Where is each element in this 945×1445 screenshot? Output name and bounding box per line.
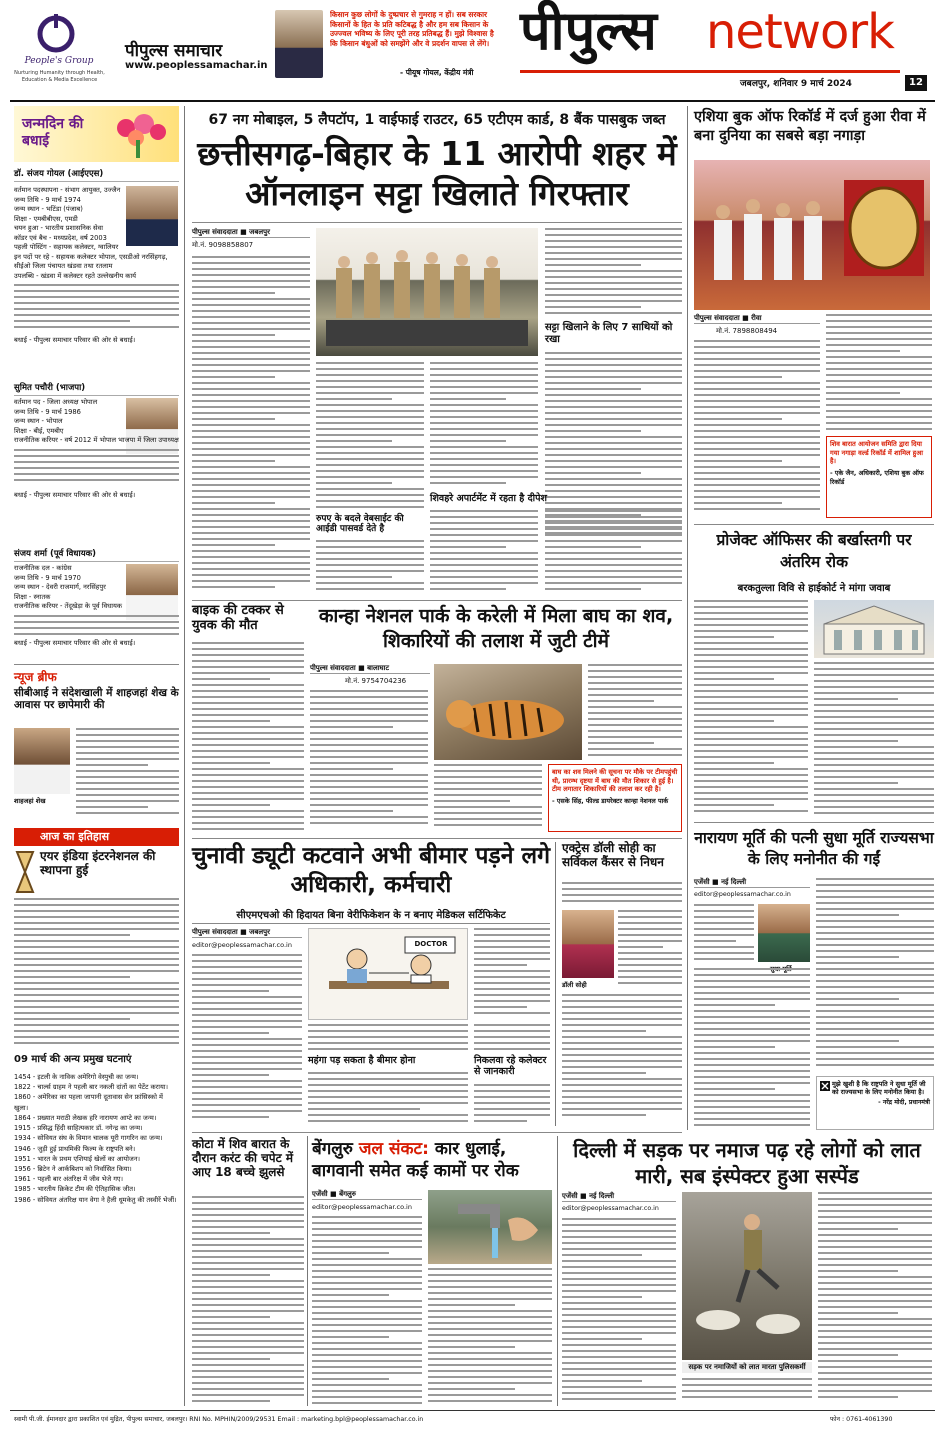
tiger-headline: कान्हा नेशनल पार्क के करेली में मिला बाघ का शव, शिकारियों की तलाश में जुटी टीमें [318, 605, 674, 652]
p2-line: जन्म स्थान - भोपाल [14, 417, 63, 426]
election-headline: चुनावी ड्यूटी कटवाने अभी बीमार पड़ने लगे अधिकारी, कर्मचारी [192, 843, 551, 899]
hourglass-icon [14, 850, 36, 894]
p2-line: राजनीतिक करियर - वर्ष 2012 में भोपाल भाजपा में जिला उपाध्यक्ष [14, 436, 179, 445]
newsbrief-section [14, 668, 179, 818]
p3-line: राजनीतिक करियर - तेंदूखेड़ा के पूर्व विधायक [14, 602, 123, 611]
road-namaz-incident-icon [682, 1192, 812, 1360]
delhi-photo [682, 1192, 812, 1360]
x-logo-icon [820, 1081, 830, 1091]
officer-headline: प्रोजेक्ट ऑफिसर की बर्खास्तगी पर अंतरिम रोक [716, 531, 912, 571]
lead-photo [316, 228, 538, 356]
history-event: 1822 - चार्ल्स ग्राहम ने पहली बार नकली दांतों का पेटेंट कराया। [14, 1083, 168, 1092]
p1-line: कॉडर एवं बैच - मध्यप्रदेश, वर्ष 2003 [14, 233, 107, 242]
p1-line: बधाई - पीपुल्स समाचार परिवार की ओर से बधाई। [14, 336, 136, 345]
sudha-email: editor@peoplessamachar.co.in [694, 891, 791, 898]
history-event: 1985 - भारतीय क्रिकेट टीम की ऐतिहासिक जीत। [14, 1185, 136, 1194]
history-event: 1961 - पहली बार अंतरिक्ष में जीव भेजे गए। [14, 1175, 124, 1184]
history-event: 1986 - सोवियत अंतरिक्ष यान वेगा ने हैली धूमकेतु की तस्वीरें भेजीं। [14, 1195, 177, 1204]
p1-line: उपलब्धि - खंडवा में कलेक्टर रहते उल्लेखनीय कार्य [14, 271, 137, 280]
quote-photo [275, 10, 323, 78]
sudha-byline: एजेंसी ■ नई दिल्ली [694, 878, 810, 888]
officer-kicker: बरकतुल्ला विवि से हाईकोर्ट ने मांगा जवाब [737, 583, 891, 594]
sudha-photo [758, 904, 810, 962]
group-tagline: Nurturing Humanity through Health, Education & Media Excellence [14, 70, 105, 83]
bengaluru-prefix: बेंगलुरु [312, 1139, 353, 1159]
bengaluru-email: editor@peoplessamachar.co.in [312, 1203, 412, 1211]
lead-mobile: मो.नं. 9098858807 [192, 241, 254, 249]
history-events [14, 1072, 179, 1408]
website: www.peoplessamachar.in [125, 60, 268, 71]
page-number: 12 [905, 75, 927, 91]
p3-line: बधाई - पीपुल्स समाचार परिवार की ओर से बधाई। [14, 638, 136, 647]
footer-imprint: स्वामी पी.जी. ईमानदार द्वारा प्रकाशित एवं मुद्रित, पीपुल्स समाचार, जबलपुर। RNI No. MPHIN/2009/29531 Email : marketing.bpl@peoplessamachar.co.in [14, 1416, 424, 1423]
sudha-pull-author: - नरेंद्र मोदी, प्रधानमंत्री [878, 1098, 930, 1106]
quote-text: किसान कुछ लोगों के दुष्प्रचार से गुमराह न हों। सब सरकार किसानों के हित के प्रति कटिबद्ध है और हम सब किसान के उज्ज्वल भविष्य के लिए पूरी तरह प्रतिबद्ध हैं। मुझे विश्वास है कि किसान बंधुओं को समझेंगे और वे प्रदर्शन वापस ले लेंगे। [330, 10, 494, 48]
person3-details [14, 564, 179, 668]
person1-details [14, 186, 179, 374]
birthday-section [14, 106, 179, 656]
giant-drum-ceremony-icon [694, 160, 930, 310]
police-press-photo-icon [316, 228, 538, 356]
p1-line: चयन हुआ - भारतीय प्रशासनिक सेवा [14, 224, 104, 233]
newsbrief-title: न्यूज ब्रीफ [14, 670, 57, 684]
birthday-banner [14, 106, 179, 162]
history-event: 1934 - सोवियत संघ के विमान चालक यूरी गागरिन का जन्म। [14, 1134, 163, 1143]
tiger-carcass-icon [434, 664, 582, 760]
brand-underline [520, 70, 900, 73]
officer-photo [814, 600, 934, 658]
bengaluru-headline [312, 1138, 552, 1182]
sudha-headline: नारायण मूर्ति की पत्नी सुधा मूर्ति राज्यसभा के लिए मनोनीत की गईं [694, 829, 934, 868]
bike-headline: बाइक की टक्कर से युवक की मौत [192, 603, 284, 633]
water-tap-icon [428, 1190, 552, 1264]
rewa-byline: पीपुल्स संवाददाता ■ रीवा [694, 314, 820, 324]
newsbrief-caption: शाहजहां शेख [14, 797, 46, 805]
p1-line: जन्म स्थान - भटिंडा (पंजाब) [14, 205, 83, 214]
rewa-mobile: मो.नं. 7898808494 [716, 327, 778, 335]
person3-name: संजय शर्मा (पूर्व विधायक) [14, 548, 179, 562]
election-email: editor@peoplessamachar.co.in [192, 941, 292, 949]
paper-small-name: पीपुल्स समाचार [125, 41, 223, 61]
history-event: 1864 - प्रख्यात मराठी लेखक हरि नारायण आप्टे का जन्म। [14, 1113, 157, 1122]
peoples-group-logo-icon [30, 10, 82, 54]
flower-bouquet-icon [106, 110, 172, 158]
footer-phone: फोन : 0761-4061390 [830, 1416, 893, 1423]
dolly-photo [562, 910, 614, 978]
p1-line: जन्म तिथि - 9 मार्च 1974 [14, 195, 81, 204]
rewa-pull-text: शिव बारात आयोजन समिति द्वारा दिया गया नगाड़ा वर्ल्ड रिकॉर्ड में शामिल हुआ है। [830, 440, 924, 466]
dateline: जबलपुर, शनिवार 9 मार्च 2024 [740, 79, 852, 89]
p2-line: वर्तमान पद - जिला अध्यक्ष भोपाल [14, 398, 98, 406]
quote-author: - पीयूष गोयल, केंद्रीय मंत्री [400, 68, 474, 77]
cartoon-doctor-label: DOCTOR [414, 940, 448, 948]
rewa-pull-author: - एके जैन, अधिकारी, एशिया बुक ऑफ रिकॉर्ड [830, 468, 924, 486]
p1-line: वर्तमान पदस्थापना - संभाग आयुक्त, उज्जैन [14, 186, 121, 194]
delhi-caption: सड़क पर नमाजियों को लात मारता पुलिसकर्मी [682, 1362, 812, 1373]
p1-line: शिक्षा - एमबीबीएस, एमडी [14, 214, 78, 223]
history-event: 1951 - भारत के प्रथम एशियाई खेलों का आयोजन। [14, 1154, 140, 1163]
delhi-byline: एजेंसी ■ नई दिल्ली [562, 1192, 676, 1202]
person2-name: सुमित पचौरी (भाजपा) [14, 382, 179, 396]
brand-hindi: पीपुल्स [520, 0, 657, 62]
election-cartoon [308, 928, 468, 1020]
lead-kicker: 67 नग मोबाइल, 5 लैपटॉप, 1 वाईफाई राउटर, 65 एटीएम कार्ड, 8 बैंक पासबुक जब्त [208, 112, 666, 128]
p3-line: शिक्षा - स्नातक [14, 592, 51, 601]
history-event: 1946 - जुड़ी हुई प्राथमिकी फिल्म के राष्ट्रपति बने। [14, 1144, 136, 1153]
tiger-mobile: मो.नं. 9754704236 [345, 677, 407, 685]
history-tag: आज का इतिहास [14, 828, 179, 846]
bengaluru-byline: एजेंसी ■ बेंगलुरु [312, 1190, 422, 1200]
kota-headline: कोटा में शिव बारात के दौरान करंट की चपेट में आए 18 बच्चे झुलसे [192, 1137, 294, 1179]
group-name: People's Group [24, 56, 94, 66]
bengaluru-photo [428, 1190, 552, 1264]
lead-subhead-2: रुपए के बदले वेबसाईट की आईडी पासवर्ड देते है [316, 514, 404, 535]
history-headline: एयर इंडिया इंटरनेशनल की स्थापना हुई [40, 849, 156, 877]
dolly-caption: डॉली सोही [562, 981, 587, 989]
tiger-pull-text: बाघ का शव मिलने की सूचना पर मौके पर टीमपहुंची थी, प्रारम्भ दृष्टया में बाघ की मौत शिकार से हुई है। टीम लगातार शिकारियों की तलाश कर रही है। [552, 768, 678, 794]
p1-line: इन पदों पर रहे - सहायक कलेक्टर भोपाल, एसडीओ नरसिंहगढ़, सीईओ जिला पंचायत खंडवा तथा रतलाम [14, 252, 168, 271]
masthead [0, 0, 945, 100]
p1-line: पहली पोस्टिंग - सहायक कलेक्टर, ग्वालियर [14, 243, 119, 252]
p3-line: जन्म तिथि - 9 मार्च 1970 [14, 573, 81, 582]
person2-details [14, 398, 179, 540]
history-events-title: 09 मार्च की अन्य प्रमुख घटनाएं [14, 1054, 132, 1065]
tiger-pull-author: - एसके सिंह, फील्ड डायरेक्टर कान्हा नेशनल पार्क [552, 796, 669, 805]
sudha-pull-text: मुझे खुशी है कि राष्ट्रपति ने सुधा मूर्ति जी को राज्यसभा के लिए मनोनीत किया है। [832, 1080, 926, 1097]
dolly-headline: एक्ट्रेस डॉली सोही का सर्विकल कैंसर से निधन [562, 841, 664, 869]
rewa-headline: एशिया बुक ऑफ रिकॉर्ड में दर्ज हुआ रीवा में बना दुनिया का सबसे बड़ा नगाड़ा [694, 109, 926, 144]
bengaluru-rest: कार धुलाई, बागवानी समेत कई कामों पर रोक [312, 1139, 519, 1182]
tiger-pull-quote [548, 764, 682, 832]
election-kicker: सीएमएचओ की हिदायत बिना वेरीफिकेशन के न बनाए मेडिकल सर्टिफिकेट [236, 910, 506, 921]
lead-headline: छत्तीसगढ़-बिहार के 11 आरोपी शहर में ऑनलाइन सट्टा खिलाते गिरफ्तार [197, 134, 677, 214]
court-building-icon [814, 600, 934, 658]
p2-line: शिक्षा - बीई, एमबीए [14, 426, 64, 435]
p2-line: बधाई - पीपुल्स समाचार परिवार की ओर से बधाई। [14, 490, 136, 499]
birthday-title: जन्मदिन की बधाई [22, 116, 84, 149]
newsbrief-headline: सीबीआई ने संदेशखाली में शाहजहां शेख के आवास पर छापेमारी की [14, 687, 179, 712]
election-byline: पीपुल्स संवाददाता ■ जबलपुर [192, 928, 302, 938]
history-event: 1860 - अमेरिका का पहला जापानी दूतावास सेन फ्रांसिस्को में खुला। [14, 1093, 163, 1112]
lead-subhead-1: सट्टा खिलाने के लिए 7 साथियों को रखा [545, 322, 673, 345]
group-logo [30, 10, 82, 54]
election-subhead-1: महंगा पड़ सकता है बीमार होना [308, 1055, 416, 1066]
newsbrief-photo [14, 728, 70, 794]
person1-name: डॉ. संजय गोयल (आईएएस) [14, 168, 179, 182]
history-event: 1915 - प्रसिद्ध हिंदी साहित्यकार डॉ. नगेन्द्र का जन्म। [14, 1124, 143, 1133]
sudha-pull-quote [816, 1076, 934, 1130]
election-subhead-2: निकलवा रहे कलेक्टर से जानकारी [474, 1055, 547, 1077]
p2-line: जन्म तिथि - 9 मार्च 1986 [14, 407, 81, 416]
brand-english: network [706, 4, 894, 60]
p3-line: जन्म स्थान - देवरी राजमार्ग, नरसिंहपुर [14, 583, 106, 592]
history-event: 1454 - इटली के नाविक अमेरिगो वेस्पुची का जन्म। [14, 1073, 139, 1081]
history-section [14, 828, 179, 1408]
delhi-headline: दिल्ली में सड़क पर नमाज पढ़ रहे लोगों को लात मारी, सब इंस्पेक्टर हुआ सस्पेंड [573, 1138, 921, 1188]
p3-line: राजनीतिक दल - कांग्रेस [14, 564, 72, 572]
rewa-pull-quote [826, 436, 932, 518]
bengaluru-highlight: जल संकट: [358, 1139, 429, 1159]
lead-subhead-3: शिवहरे अपार्टमेंट में रहता है दीपेश [430, 493, 547, 504]
history-event: 1956 - ब्रिटेन ने आर्कबिशप को निर्वासित किया। [14, 1164, 132, 1173]
rewa-photo [694, 160, 930, 310]
delhi-email: editor@peoplessamachar.co.in [562, 1205, 659, 1212]
lead-byline: पीपुल्स संवाददाता ■ जबलपुर [192, 228, 310, 238]
tiger-byline: पीपुल्स संवाददाता ■ बालाघाट [310, 664, 430, 674]
tiger-photo [434, 664, 582, 760]
